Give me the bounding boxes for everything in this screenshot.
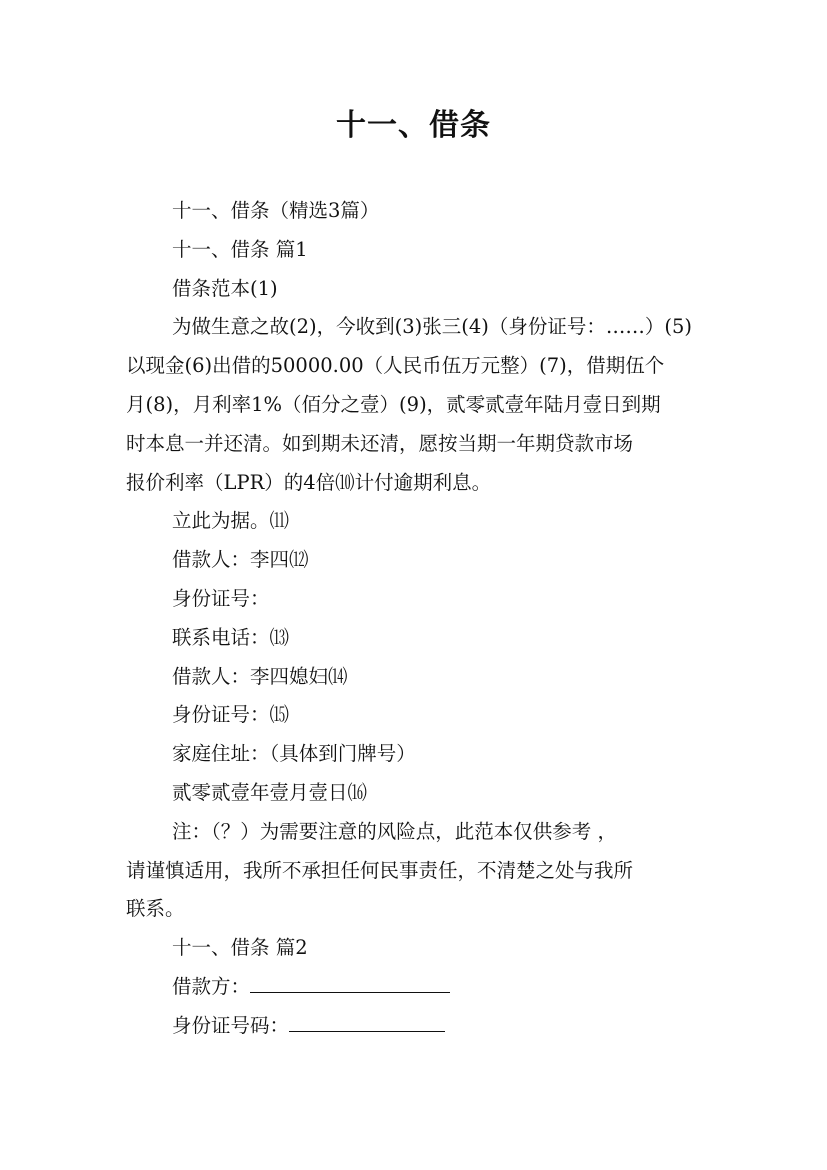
- paragraph-line: 身份证号：⒂: [172, 703, 290, 727]
- form-line: [126, 968, 716, 1007]
- form-label: 身份证号码：: [172, 1013, 290, 1037]
- paragraph-line: 时本息一并还清。如到期未还清，愿按当期一年期贷款市场: [126, 431, 634, 455]
- paragraph-line: 借条范本(1): [172, 276, 278, 300]
- paragraph-line: 立此为据。⑾: [172, 509, 290, 533]
- paragraph-line: 借款人：李四媳妇⒁: [172, 664, 348, 688]
- paragraph-line: 月(8)，月利率1%（佰分之壹）(9)，贰零贰壹年陆月壹日到期: [126, 392, 661, 416]
- paragraph-line: 十一、借条（精选3篇）: [172, 199, 380, 222]
- fill-in-blank: [250, 970, 450, 993]
- document-title: 十一、借条: [336, 108, 491, 143]
- paragraph-line: 联系电话：⒀: [172, 625, 290, 649]
- fill-in-blank: [289, 1009, 445, 1032]
- form-line: [126, 1007, 716, 1046]
- paragraph-line: 报价利率（LPR）的4倍⑽计付逾期利息。: [126, 470, 492, 494]
- section-heading: 十一、借条 篇1: [172, 237, 308, 261]
- paragraph-line: 借款人：李四⑿: [172, 548, 309, 572]
- paragraph-line: 请谨慎适用，我所不承担任何民事责任，不清楚之处与我所: [126, 858, 634, 882]
- paragraph-line: 联系。: [126, 897, 185, 921]
- paragraph-line: 为做生意之故(2)，今收到(3)张三(4)（身份证号：……）(5): [172, 315, 692, 339]
- paragraph-line: 身份证号：: [172, 586, 270, 610]
- paragraph-line: 家庭住址：（具体到门牌号）: [172, 742, 416, 766]
- form-label: 借款方：: [172, 974, 251, 998]
- document-body: [126, 192, 716, 1046]
- section-heading: 十一、借条 篇2: [172, 936, 308, 960]
- paragraph-line: 以现金(6)出借的50000.00（人民币伍万元整）(7)，借期伍个: [126, 354, 665, 378]
- paragraph-line: 贰零贰壹年壹月壹日⒃: [172, 780, 368, 804]
- paragraph-line: 注：（？）为需要注意的风险点，此范本仅供参考 ，: [172, 819, 617, 843]
